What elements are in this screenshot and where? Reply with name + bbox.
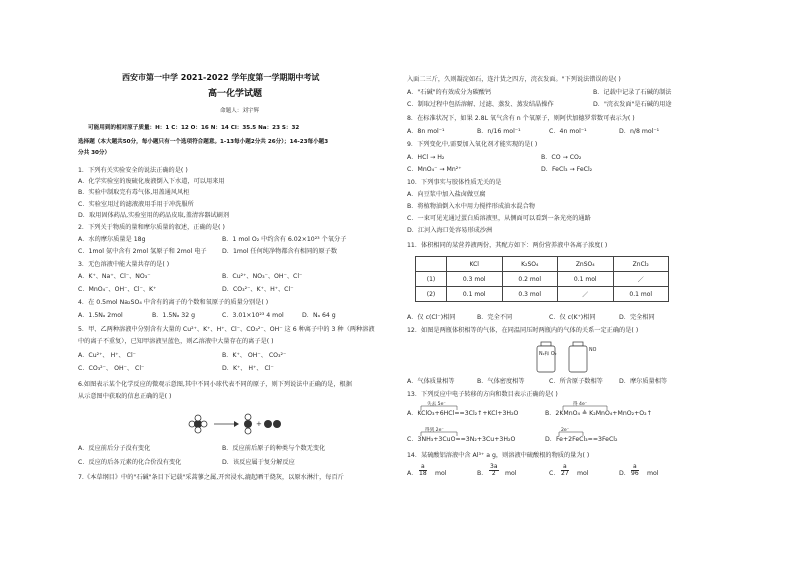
- q6-option-a: A．反应前后分子没有变化: [78, 445, 151, 452]
- atomic-masses: 可能用到的相对原子质量：H：1 C：12 O：16 N：14 Cl：35.5 Na：23 S：32: [88, 125, 300, 131]
- unit-label: mol: [647, 470, 659, 477]
- q5-option-d: D．K⁺、 H⁺、 Cl⁻: [222, 365, 274, 372]
- q14-option-c-fraction: [561, 464, 569, 477]
- q4-option-d: D．Nₐ 64 g: [302, 312, 336, 319]
- q14-option-d-fraction: [631, 464, 639, 477]
- table-header: ZnSO₄: [558, 257, 614, 272]
- q13a-note: 失去 5e⁻: [427, 402, 446, 407]
- q2-option-d: D．1mol 任何纯净物都含有相同的原子数: [222, 248, 338, 255]
- table-row: [416, 287, 669, 302]
- table-header: K₂SO₄: [502, 257, 558, 272]
- question-9: 9．下列变化中,需要加入氧化剂才能实现的是( ): [407, 141, 538, 148]
- question-13: 13．下列反应中电子转移的方向和数目表示正确的是( ): [407, 391, 558, 398]
- q14-option-d-label: D．: [619, 470, 630, 477]
- question-1: 1．下列有关实验安全的说法正确的是( ): [78, 167, 188, 174]
- exam-title: 西安市第一中学 2021-2022 学年度第一学期期中考试: [122, 73, 320, 82]
- q8-option-c: C．4n mol⁻¹: [549, 128, 587, 135]
- exam-author: 命题人：刘宇辉: [220, 108, 260, 114]
- q9-option-c: C．MnO₄⁻ → Mn²⁺: [407, 166, 462, 173]
- product-molecule-2: [264, 420, 281, 428]
- nutrient-table: [415, 256, 669, 302]
- q12-option-b: B．气体密度相等: [477, 378, 525, 385]
- q7-option-d: D．"浣衣发面"是石碱的用途: [593, 101, 672, 108]
- q4-option-b: B．1.5Nₐ 32 g: [152, 312, 196, 319]
- q13c-note: 得到 2e⁻: [425, 428, 444, 433]
- denominator: 96: [631, 470, 639, 477]
- q13-option-b: B．2KMnO₄ ≜ K₂MnO₄+MnO₂+O₂↑: [545, 410, 652, 417]
- q3-option-d: D．CO₃²⁻、K⁺、H⁺、Cl⁻: [222, 286, 294, 293]
- q14-option-a-label: A．: [407, 470, 418, 477]
- table-header: KCl: [447, 257, 503, 272]
- q6-option-c: C．反应的后各元素的化合价没有变化: [78, 459, 182, 466]
- q8-option-a: A．8n mol⁻¹: [407, 128, 445, 135]
- q12-option-a: A．气体质量相等: [407, 378, 455, 385]
- q11-option-a: A．仅 c(Cl⁻)相同: [407, 314, 456, 321]
- q10-option-c: C．一束可见光通过蛋白质溶液里，从侧面可以看到一条光亮的通路: [407, 215, 591, 222]
- table-cell: ／: [558, 287, 614, 302]
- table-cell: 0.3 mol: [502, 287, 558, 302]
- numerator: a: [562, 463, 567, 470]
- q10-option-b: B．将植物油倒入水中用力搅拌形成油水混合物: [407, 203, 535, 210]
- table-cell: (1): [416, 272, 447, 287]
- unit-label: mol: [505, 470, 517, 477]
- q2-option-c: C．1mol 氨中含有 2mol 氢原子和 2mol 电子: [78, 248, 207, 255]
- table-cell: ／: [613, 272, 669, 287]
- question-6-line1: 6.如图表示某个化学反应的微观示意图,其中不同小球代表不同的原子，则下列说法中正确的是，根据: [78, 381, 352, 388]
- q5-option-c: C．CO₃²⁻、 OH⁻、 Cl⁻: [78, 365, 145, 372]
- q13-option-c: C．3NH₃+3CuO==3N₂+3Cu+3H₂O: [407, 436, 516, 443]
- numerator: 3a: [490, 463, 498, 470]
- denominator: 18: [419, 470, 427, 477]
- denominator: 27: [561, 470, 569, 477]
- q6-option-b: B．反应前后原子的种类与个数无变化: [222, 445, 326, 452]
- question-3: 3．无色溶液中能大量共存的是( ): [78, 261, 170, 268]
- question-7: 7.《本草纲目》中的"石碱"条目下记载"采蒿蓼之属,开窖浸水,漉起晒干烧灰，以原水淋汁，每百斤: [78, 474, 344, 481]
- question-4: 4．在 0.5mol Na₂SO₄ 中含有的离子的个数和氧原子的质量分别是( ): [78, 299, 269, 306]
- q4-option-c: C．3.01×10²³ 4 mol: [222, 312, 284, 319]
- q10-option-d: D．江河入海口处容易形成沙洲: [407, 227, 493, 234]
- q7-option-a: A．"石碱"的有效成分为碳酸钙: [407, 89, 492, 96]
- table-cell: 0.3 mol: [447, 272, 503, 287]
- q6-option-d: D．该反应属于复分解反应: [222, 459, 295, 466]
- q2-option-a: A．水的摩尔质量是 18g: [78, 236, 146, 243]
- table-cell: 0.1 mol: [613, 287, 669, 302]
- exam-subtitle: 高一化学试题: [208, 89, 263, 99]
- section-header-cont: 分共 30分）: [78, 150, 111, 156]
- svg-text:+: +: [256, 420, 262, 428]
- q10-option-a: A．向豆浆中加入盐卤做豆腐: [407, 191, 486, 198]
- q13-option-d: D．Fe+2FeCl₃==3FeCl₂: [545, 436, 618, 443]
- q14-option-b-fraction: [489, 464, 499, 477]
- q14-option-c-label: C．: [549, 470, 560, 477]
- question-2: 2．下列关于物质的量和摩尔质量的叙述，正确的是( ): [78, 224, 225, 231]
- section-header: 选择题（本大题共50分，每小题只有一个选项符合题意。1-13每小题2分共 26分）；14-23每小题3: [78, 139, 329, 145]
- bottle-icon: [569, 342, 587, 372]
- table-cell: 0.1 mol: [558, 272, 614, 287]
- q3-option-b: B．Cu²⁺、NO₃⁻、OH⁻、Cl⁻: [222, 273, 303, 280]
- question-5-line1: 5．甲、乙两种溶液中分别含有大量的 Cu²⁺、K⁺、H⁺、Cl⁻、CO₃²⁻、OH⁻ 这 6 种离子中的 3 种（两种溶液: [78, 326, 375, 333]
- table-cell: 0.1 mol: [447, 287, 503, 302]
- question-7-cont: 入面二三斤，久则凝淀如石，连汁货之四方，浣衣发面。"下列说法错误的是( ): [407, 76, 621, 83]
- q7-option-b: B．记载中记录了石碱的制法: [593, 89, 672, 96]
- q7-option-c: C．制取过程中包括溶解、过滤、蒸发、蒸发结晶操作: [407, 101, 554, 108]
- question-6-line2: 从示意图中获取的信息正确的是( ): [78, 393, 172, 400]
- question-14: 14．某硫酸铝溶液中含 Al³⁺ a g，则溶液中硫酸根的物质的量为( ): [407, 452, 590, 459]
- table-cell: 0.2 mol: [502, 272, 558, 287]
- q8-option-b: B．n/16 mol⁻¹: [477, 128, 521, 135]
- question-11: 11．体积相同的某营养液两份，其配方如下：两份营养液中各离子浓度( ): [407, 242, 608, 249]
- q14-option-b-label: B．: [477, 470, 488, 477]
- q9-option-a: A．HCl → H₂: [407, 154, 445, 161]
- table-row: [416, 272, 669, 287]
- numerator: a: [420, 463, 425, 470]
- table-header: [416, 257, 447, 272]
- q11-option-b: B．完全不同: [477, 314, 513, 321]
- q1-option-a: A．化学实验室的废硫化废液倒入下水道，可以用来用: [78, 178, 225, 185]
- reaction-diagram: [182, 409, 302, 439]
- q8-option-d: D．n/8 mol⁻¹: [619, 128, 660, 135]
- denominator: 2: [491, 470, 496, 477]
- q13d-note: 2e⁻: [561, 428, 570, 433]
- q13b-note: 得 4e⁻: [573, 402, 588, 407]
- question-12: 12．如图是两瓶体积相等的气体，在同温同压时两瓶内的气体的关系一定正确的是( ): [407, 327, 639, 334]
- q3-option-a: A．K⁺、Na⁺、Cl⁻、NO₃⁻: [78, 273, 151, 280]
- question-5-line2: 中的离子不重复），已知甲溶液呈蓝色，则乙溶液中大量存在的离子是( ): [78, 338, 274, 345]
- bottle1-label: N₂和 O₂: [539, 352, 557, 357]
- q11-option-d: D．完全相同: [619, 314, 655, 321]
- q14-option-a-fraction: [419, 464, 427, 477]
- question-10: 10．下列事实与胶体性质无关的是: [407, 179, 502, 186]
- q1-option-d: D．取用固体药品,实验室用的药品皮取,盖清容器试刷剂: [78, 212, 230, 219]
- unit-label: mol: [435, 470, 447, 477]
- numerator: a: [632, 463, 637, 470]
- table-header-row: [416, 257, 669, 272]
- q2-option-b: B．1 mol O₂ 中约含有 6.02×10²³ 个氧分子: [222, 236, 347, 243]
- q12-option-c: C．所含原子数相等: [549, 378, 603, 385]
- q11-option-c: C．仅 c(K⁺)相同: [549, 314, 596, 321]
- product-molecule: [244, 414, 252, 434]
- q12-option-d: D．摩尔质量相等: [619, 378, 668, 385]
- table-cell: (2): [416, 287, 447, 302]
- q1-option-c: C．实验室用过的滤液液用手用于冲洗服所: [78, 201, 194, 208]
- bottle2-label: NO: [589, 348, 597, 353]
- q3-option-c: C．MnO₄⁻、OH⁻、Cl⁻、K⁺: [78, 286, 157, 293]
- q4-option-a: A．1.5Nₐ 2mol: [78, 312, 123, 319]
- q9-option-b: B．CO → CO₂: [541, 154, 582, 161]
- unit-label: mol: [577, 470, 589, 477]
- q9-option-d: D．FeCl₃ → FeCl₂: [541, 166, 593, 173]
- q5-option-b: B．K⁺、 OH⁻、 CO₃²⁻: [222, 352, 287, 359]
- question-8: 8．在标准状况下，如果 2.8L 氧气含有 n 个氧原子，则阿伏加德罗常数可表示为( ): [407, 115, 635, 122]
- table-header: ZnCl₂: [613, 257, 669, 272]
- reactant-molecule: [189, 415, 207, 433]
- q5-option-a: A．Cu²⁺、 H⁺、 Cl⁻: [78, 352, 136, 359]
- q13-option-a: A．KClO₃+6HCl==3Cl₂↑+KCl+3H₂O: [407, 410, 519, 417]
- q1-option-b: B．实验中制取完有毒气体,用盖通风风柜: [78, 189, 190, 196]
